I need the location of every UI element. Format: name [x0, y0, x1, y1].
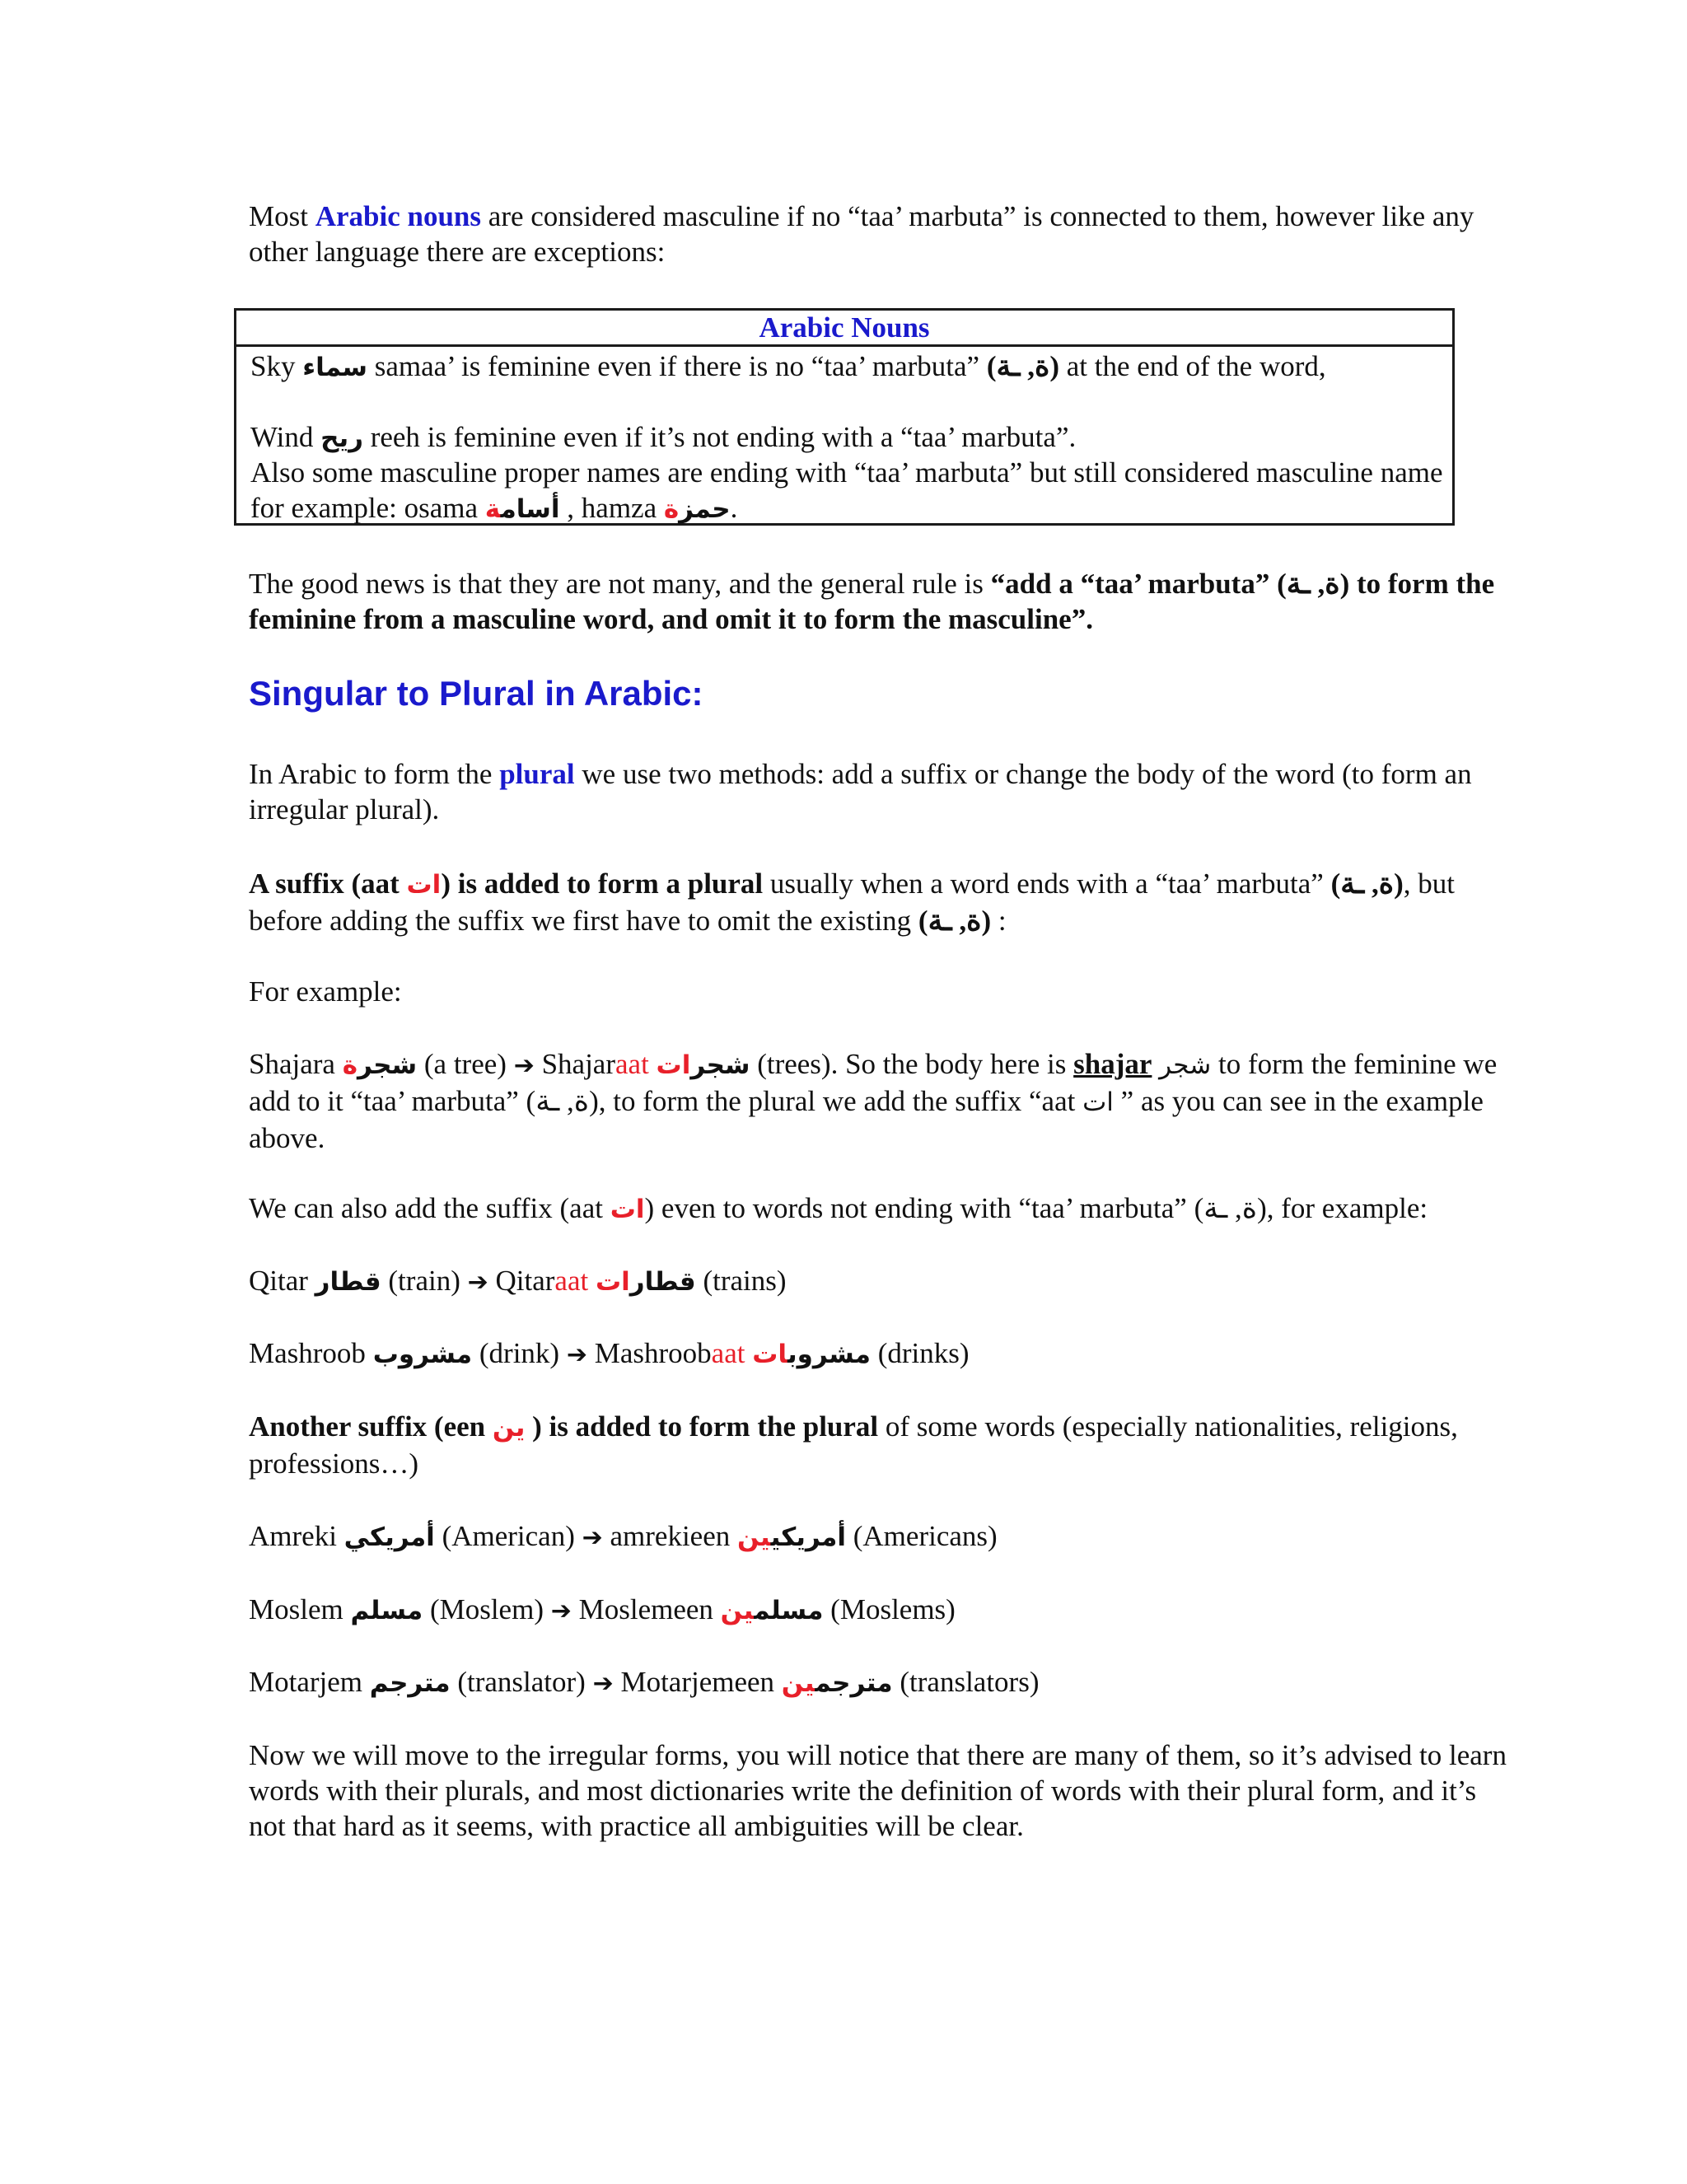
arabic-word: مترجم	[815, 1668, 893, 1698]
section-heading: Singular to Plural in Arabic:	[249, 674, 703, 713]
intro-text-cont: are considered masculine if no “taa’ marbuta” is connected to them, however like any other language there are exceptions:	[249, 200, 1474, 268]
arabic-suffix-red: ات	[752, 1340, 788, 1369]
mashroob-example	[249, 1335, 1509, 1373]
example-word: Motarjem	[249, 1666, 370, 1698]
plural-intro-paragraph	[249, 756, 1509, 827]
taa-marbuta-letters: (ة, ـة)	[1330, 868, 1404, 900]
row-text: reeh is feminine even if it’s not ending with a “taa’ marbuta”.	[362, 421, 1077, 453]
suffix-text-cont: , but before adding the suffix we first have to omit the existing	[249, 868, 1455, 937]
example-gloss: (a tree)	[417, 1048, 514, 1080]
table-title: Arabic Nouns	[759, 311, 930, 344]
for-example-label: For example:	[249, 975, 402, 1008]
shajara-example	[249, 1046, 1509, 1156]
right-arrow-icon: ➔	[592, 1669, 614, 1698]
right-arrow-icon: ➔	[550, 1597, 572, 1625]
plural-word: Shajar	[534, 1048, 615, 1080]
arabic-nouns-table	[234, 308, 1455, 526]
space	[1152, 1048, 1159, 1080]
arabic-suffix-red: ات	[610, 1195, 645, 1224]
good-news-paragraph	[249, 566, 1509, 637]
example-gloss: (drink)	[472, 1337, 567, 1369]
arabic-word: أمريكي	[770, 1522, 846, 1552]
general-rule-bold: “add a “taa’ marbuta” (ة, ـة) to form the feminine from a masculine word, and omit it to form the masculine”.	[249, 568, 1495, 635]
example-gloss: (Moslems)	[823, 1593, 956, 1625]
arabic-suffix-red: ة	[484, 494, 501, 524]
word-body-underlined: shajar	[1073, 1048, 1152, 1080]
example-word: Shajara	[249, 1048, 343, 1080]
arabic-suffix-red: ين	[737, 1522, 771, 1552]
suffix-text: of some words (especially nationalities, religions, professions…)	[249, 1410, 1458, 1480]
space	[745, 1337, 752, 1369]
moslem-example	[249, 1592, 1509, 1629]
amreki-example	[249, 1518, 1509, 1555]
plural-suffix-red: aat	[615, 1048, 649, 1080]
plural-intro-text-cont: we use two methods: add a suffix or change the body of the word (to form an irregular plural).	[249, 758, 1472, 825]
arabic-suffix-red: ين	[781, 1668, 815, 1698]
arabic-word: ريح	[320, 423, 363, 453]
example-text-end: ” as you can see in the example above.	[249, 1085, 1484, 1154]
example-gloss: (Moslem)	[423, 1593, 551, 1625]
arabic-suffix-red: ة	[663, 494, 680, 524]
plural-word: Qitar	[488, 1265, 555, 1297]
right-arrow-icon: ➔	[513, 1051, 535, 1080]
arabic-suffix-red: ات	[595, 1267, 630, 1297]
arabic-suffix-red: ين	[492, 1413, 526, 1443]
example-text: (trees). So the body here is	[750, 1048, 1074, 1080]
arabic-word: قطار	[315, 1267, 381, 1297]
example-gloss: (Americans)	[846, 1520, 998, 1552]
row-word: Sky	[250, 350, 303, 382]
arabic-word: ات	[1082, 1087, 1114, 1117]
right-arrow-icon: ➔	[582, 1523, 603, 1552]
plural-word: Moslemeen	[571, 1593, 721, 1625]
taa-marbuta-letters: (ة, ـة)	[986, 350, 1059, 382]
example-word: Mashroob	[249, 1337, 373, 1369]
arabic-word: مسلم	[754, 1596, 824, 1625]
example-gloss: (train)	[381, 1265, 468, 1297]
plural-word: Mashroob	[586, 1337, 712, 1369]
arabic-word: قطار	[629, 1267, 696, 1297]
example-gloss: (American)	[434, 1520, 582, 1552]
example-word: Amreki	[249, 1520, 344, 1552]
good-news-text: The good news is that they are not many, and the general rule is	[249, 568, 991, 600]
arabic-suffix-red: ات	[656, 1050, 691, 1080]
example-gloss: (trains)	[695, 1265, 787, 1297]
suffix-aat-paragraph	[249, 866, 1509, 938]
arabic-suffix-red: ة	[342, 1050, 358, 1080]
row-text-end: at the end of the word,	[1059, 350, 1326, 382]
row-text: , hamza	[559, 492, 664, 524]
table-header	[236, 311, 1452, 347]
arabic-word: مشروب	[787, 1340, 871, 1369]
arabic-word: أمريكي	[343, 1522, 435, 1552]
arabic-word: شجر	[1159, 1050, 1212, 1080]
taa-marbuta-letters: (ة, ـة)	[918, 905, 992, 937]
suffix-bold: A suffix (aat	[249, 868, 407, 900]
arabic-suffix-red: ات	[406, 870, 442, 900]
arabic-word: مترجم	[369, 1668, 451, 1698]
space	[588, 1265, 596, 1297]
row-text-end: .	[730, 492, 738, 524]
motarjem-example	[249, 1664, 1509, 1701]
right-arrow-icon: ➔	[566, 1340, 587, 1369]
intro-paragraph	[249, 199, 1509, 269]
row-word: Wind	[250, 421, 321, 453]
arabic-word: مشروب	[372, 1340, 473, 1369]
table-row-names	[250, 455, 1445, 527]
plural-suffix-red: aat	[554, 1265, 589, 1297]
also-add-text-cont: ) even to words not ending with “taa’ marbuta” (ة, ـة), for example:	[644, 1192, 1428, 1224]
arabic-word: مسلم	[350, 1596, 423, 1625]
plural-word: amrekieen	[602, 1520, 737, 1552]
arabic-suffix-red: ين	[720, 1596, 755, 1625]
arabic-word: شجر	[690, 1050, 750, 1080]
row-text: samaa’ is feminine even if there is no “taa’ marbuta”	[367, 350, 987, 382]
example-word: Qitar	[249, 1265, 315, 1297]
closing-paragraph: Now we will move to the irregular forms, you will notice that there are many of them, so it’s advised to learn words with their plurals, and most dictionaries write the definition of words with their plural form, and it’s not that hard as it seems, with practice all ambiguities will be clear.	[249, 1739, 1507, 1842]
example-gloss: (drinks)	[870, 1337, 970, 1369]
arabic-word: سماء	[302, 353, 367, 382]
intro-text: Most	[249, 200, 315, 232]
also-add-paragraph	[249, 1190, 1509, 1228]
example-gloss: (translators)	[892, 1666, 1040, 1698]
suffix-bold-cont: ) is added to form a plural	[441, 868, 764, 900]
arabic-word: شجر	[357, 1050, 418, 1080]
row-text: Also some masculine proper names are ending with “taa’ marbuta” but still considered masculine name for example: osama	[250, 456, 1443, 524]
example-text-cont: to form the feminine we add to it “taa’ marbuta” (ة, ـة), to form the plural we add the suffix “aat	[249, 1048, 1498, 1117]
plural-suffix-red: aat	[711, 1337, 745, 1369]
plural-highlight: plural	[499, 758, 575, 790]
table-row-wind	[250, 419, 1445, 456]
qitar-example	[249, 1263, 1509, 1300]
suffix-bold-cont: ) is added to form the plural	[525, 1410, 879, 1443]
arabic-nouns-highlight: Arabic nouns	[315, 200, 482, 232]
also-add-text: We can also add the suffix (aat	[249, 1192, 610, 1224]
suffix-text-end: :	[991, 905, 1007, 937]
suffix-text: usually when a word ends with a “taa’ marbuta”	[763, 868, 1331, 900]
arabic-word: حمز	[679, 494, 731, 524]
arabic-word: أسام	[500, 494, 560, 524]
example-gloss: (translator)	[450, 1666, 593, 1698]
space	[649, 1048, 657, 1080]
example-word: Moslem	[249, 1593, 351, 1625]
plural-intro-text: In Arabic to form the	[249, 758, 500, 790]
right-arrow-icon: ➔	[467, 1268, 488, 1297]
suffix-een-paragraph	[249, 1409, 1509, 1481]
suffix-bold: Another suffix (een	[249, 1410, 493, 1443]
table-row-sky	[250, 348, 1445, 386]
plural-word: Motarjemeen	[613, 1666, 782, 1698]
